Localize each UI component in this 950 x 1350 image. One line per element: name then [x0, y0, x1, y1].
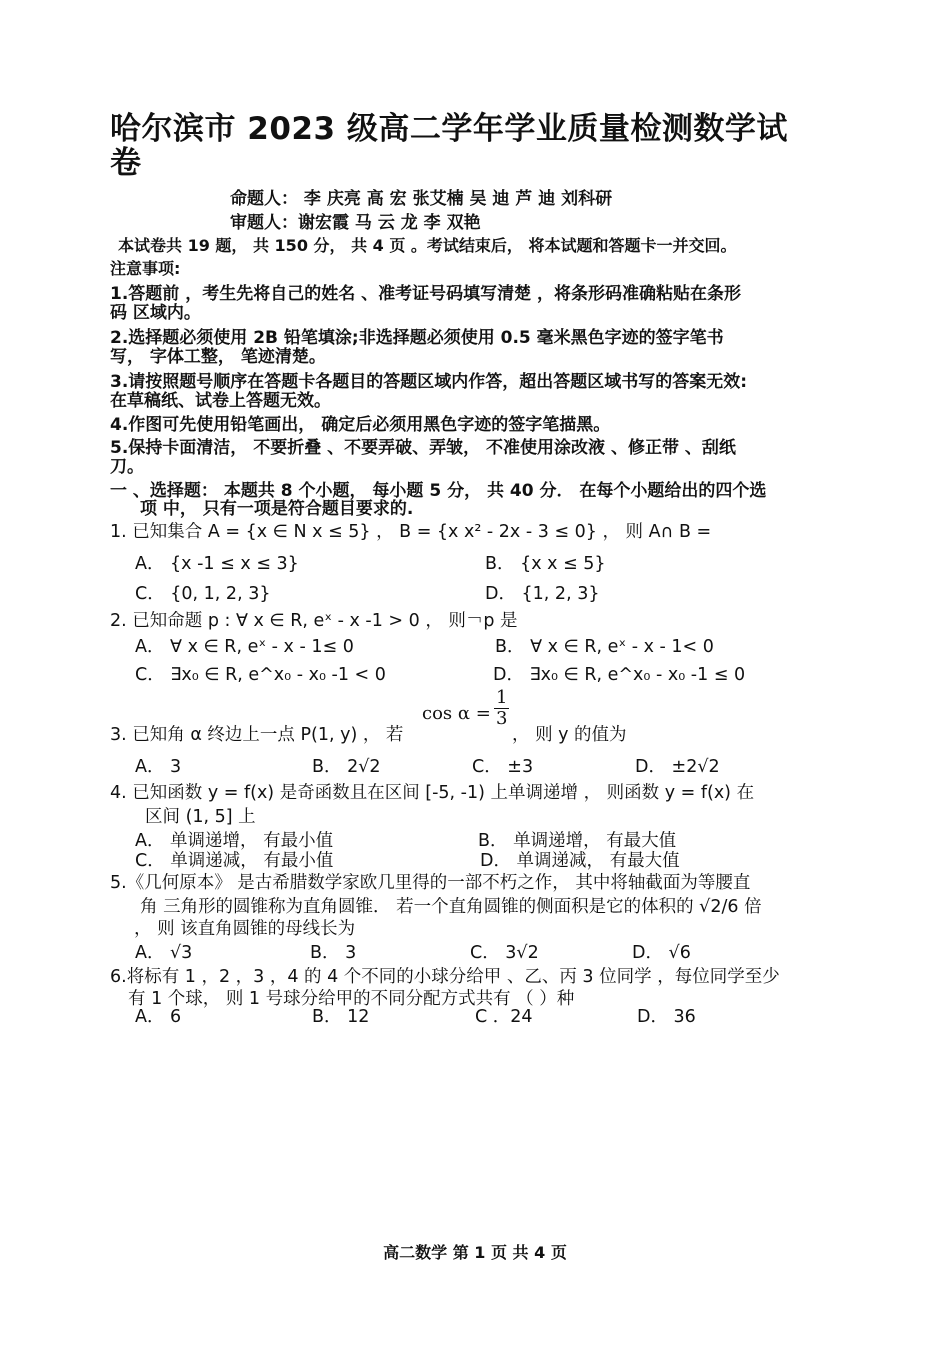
note-2: 2.选择题必须使用 2B 铅笔填涂;非选择题必须使用 0.5 毫米黑色字迹的签字笔书 — [110, 328, 724, 348]
question-1-stem: 1. 已知集合 A = {x ∈ N x ≤ 5} ， B = {x x² - 2x - 3 ≤ 0} ， 则 A∩ B = — [110, 522, 712, 542]
question-1-option-a: A． {x -1 ≤ x ≤ 3} — [135, 554, 299, 574]
note-4: 4.作图可先使用铅笔画出， 确定后必须用黑色字迹的签字笔描黑。 — [110, 415, 611, 435]
question-5-stem-end: ， 则 该直角圆锥的母线长为 — [134, 919, 356, 939]
question-6-option-c: C ．24 — [475, 1007, 533, 1027]
page-title: 哈尔滨市 2023 级高二学年学业质量检测数学试 — [110, 111, 788, 147]
question-5-option-d: D． √6 — [632, 943, 691, 963]
question-5-option-a: A． √3 — [135, 943, 193, 963]
question-5-stem: 5.《几何原本》 是古希腊数学家欧几里得的一部不朽之作， 其中将轴截面为等腰直 — [110, 873, 751, 893]
question-1-option-c: C． {0, 1, 2, 3} — [135, 584, 271, 604]
question-3-option-b: B． 2√2 — [312, 757, 381, 777]
section-heading: 一 、选择题： 本题共 8 个小题， 每小题 5 分， 共 40 分． 在每个小题给出的四个选 — [110, 481, 767, 501]
note-1-cont: 码 区域内。 — [110, 303, 201, 323]
question-4-option-c: C． 单调递减， 有最小值 — [135, 851, 334, 871]
question-6-stem-cont: 有 1 个球， 则 1 号球分给甲的不同分配方式共有 （ ）种 — [128, 989, 575, 1009]
exam-intro: 本试卷共 19 题， 共 150 分， 共 4 页 。考试结束后， 将本试题和答题卡一并交回。 — [118, 236, 737, 255]
question-3-option-d: D． ±2√2 — [635, 757, 720, 777]
note-3-cont: 在草稿纸、试卷上答题无效。 — [110, 391, 331, 411]
section-heading-cont: 项 中， 只有一项是符合题目要求的. — [140, 499, 414, 519]
question-1-option-d: D． {1, 2, 3} — [485, 584, 600, 604]
fraction-one-third — [494, 688, 509, 729]
page-footer: 高二数学 第 1 页 共 4 页 — [383, 1243, 567, 1262]
question-6-stem: 6.将标有 1 ，2 ，3 ，4 的 4 个不同的小球分给甲 、乙、丙 3 位同学 ，每位同学至少 — [110, 967, 780, 987]
note-1: 1.答题前 ，考生先将自己的姓名 、准考证号码填写清楚 ，将条形码准确粘贴在条形 — [110, 284, 742, 304]
question-4-option-a: A． 单调递增， 有最小值 — [135, 831, 334, 851]
cos-alpha-label: cos α = — [422, 703, 491, 724]
question-6-option-b: B． 12 — [312, 1007, 370, 1027]
question-3-stem-end: ， 则 y 的值为 — [512, 725, 627, 745]
question-2-option-a: A． ∀ x ∈ R, eˣ - x - 1≤ 0 — [135, 637, 354, 657]
question-6-option-a: A． 6 — [135, 1007, 182, 1027]
question-2-option-b: B． ∀ x ∈ R, eˣ - x - 1< 0 — [495, 637, 714, 657]
question-3-stem: 3. 已知角 α 终边上一点 P(1, y) ， 若 — [110, 725, 404, 745]
fraction-denominator: 3 — [496, 708, 508, 729]
question-2-stem: 2. 已知命题 p : ∀ x ∈ R, eˣ - x -1 > 0 ， 则￢p 是 — [110, 611, 518, 631]
question-2-option-d: D． ∃x₀ ∈ R, e^x₀ - x₀ -1 ≤ 0 — [493, 665, 746, 685]
question-1-option-b: B． {x x ≤ 5} — [485, 554, 606, 574]
notes-heading: 注意事项: — [110, 259, 181, 278]
question-6-option-d: D． 36 — [637, 1007, 696, 1027]
authors-line: 命题人： 李 庆亮 高 宏 张艾楠 吴 迪 芦 迪 刘科研 — [230, 189, 613, 209]
question-4-stem-cont: 区间 (1, 5] 上 — [145, 807, 256, 827]
question-5-option-c: C． 3√2 — [470, 943, 539, 963]
fraction-numerator: 1 — [496, 687, 508, 708]
note-5: 5.保持卡面清洁， 不要折叠 、不要弄破、弄皱， 不准使用涂改液 、修正带 、刮纸 — [110, 438, 736, 458]
question-3-option-a: A． 3 — [135, 757, 182, 777]
question-5-stem-cont: 角 三角形的圆锥称为直角圆锥． 若一个直角圆锥的侧面积是它的体积的 √2/6 倍 — [140, 897, 762, 917]
note-3: 3.请按照题号顺序在答题卡各题目的答题区域内作答，超出答题区域书写的答案无效: — [110, 372, 748, 392]
question-3-option-c: C． ±3 — [472, 757, 534, 777]
page-title-continued: 卷 — [110, 145, 142, 181]
question-5-option-b: B． 3 — [310, 943, 357, 963]
question-4-option-d: D． 单调递减， 有最大值 — [480, 851, 680, 871]
question-2-option-c: C． ∃x₀ ∈ R, e^x₀ - x₀ -1 < 0 — [135, 665, 386, 685]
reviewers-line: 审题人：谢宏霞 马 云 龙 李 双艳 — [230, 213, 481, 233]
question-4-option-b: B． 单调递增， 有最大值 — [478, 831, 677, 851]
note-5-cont: 刀。 — [110, 457, 144, 477]
question-4-stem: 4. 已知函数 y = f(x) 是奇函数且在区间 [-5, -1) 上单调递增 ， 则函数 y = f(x) 在 — [110, 783, 755, 803]
note-2-cont: 写， 字体工整， 笔迹清楚。 — [110, 347, 326, 367]
